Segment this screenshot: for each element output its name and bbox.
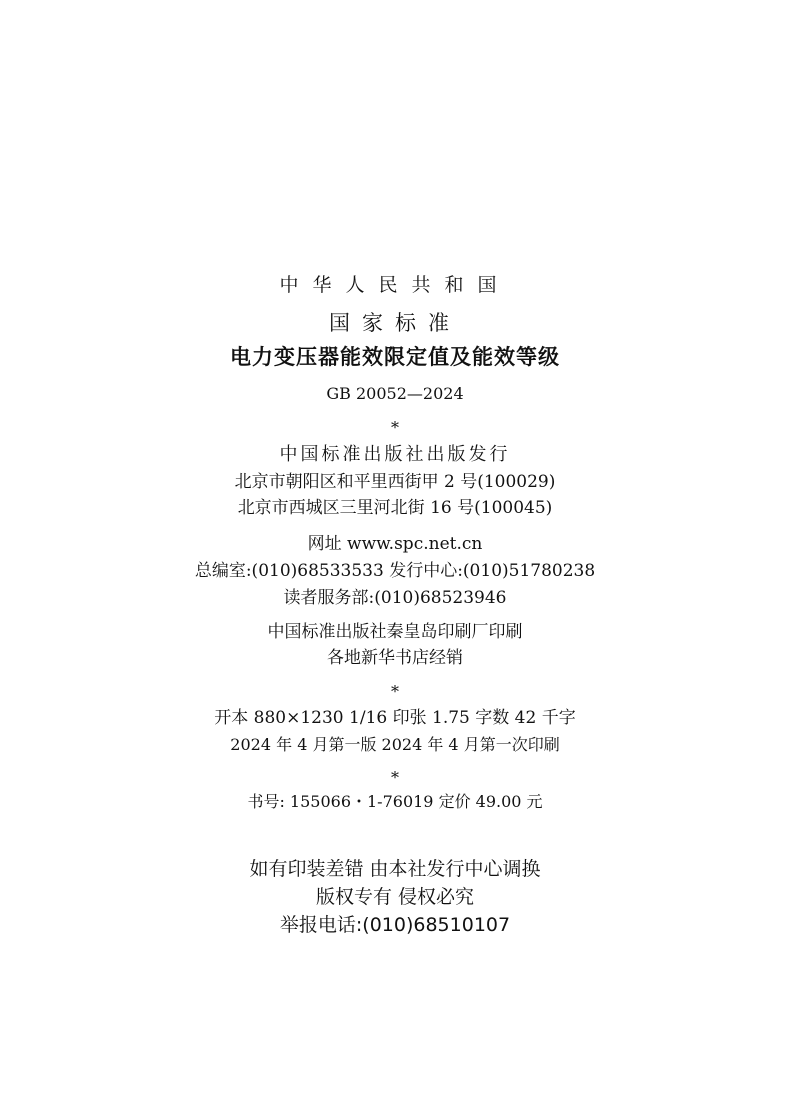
address-line: 北京市朝阳区和平里西街甲 2 号(100029) bbox=[234, 472, 556, 492]
book-number-price: 书号: 155066・1-76019 定价 49.00 元 bbox=[247, 792, 543, 811]
website: 网址 www.spc.net.cn bbox=[307, 534, 483, 554]
exchange-notice: 如有印装差错 由本社发行中心调换 bbox=[249, 858, 541, 880]
printer: 中国标准出版社秦皇岛印刷厂印刷 bbox=[267, 622, 523, 642]
publisher: 中国标准出版社出版发行 bbox=[279, 444, 511, 465]
standard-type: 国家标准 bbox=[329, 311, 461, 335]
reader-service: 读者服务部:(010)68523946 bbox=[283, 588, 507, 608]
separator-star: * bbox=[391, 768, 399, 787]
edition-info: 2024 年 4 月第一版 2024 年 4 月第一次印刷 bbox=[230, 735, 560, 754]
country-name: 中华人民共和国 bbox=[279, 274, 511, 296]
print-format: 开本 880×1230 1/16 印张 1.75 字数 42 千字 bbox=[214, 708, 576, 728]
standard-code: GB 20052—2024 bbox=[326, 384, 464, 403]
contact-phones: 总编室:(010)68533533 发行中心:(010)51780238 bbox=[194, 561, 596, 581]
separator-star: * bbox=[391, 682, 399, 701]
distributor: 各地新华书店经销 bbox=[327, 648, 463, 668]
copyright-notice: 版权专有 侵权必究 bbox=[315, 886, 475, 908]
separator-star: * bbox=[391, 418, 399, 437]
standard-title: 电力变压器能效限定值及能效等级 bbox=[230, 345, 560, 369]
address-line: 北京市西城区三里河北街 16 号(100045) bbox=[237, 498, 553, 518]
report-phone: 举报电话:(010)68510107 bbox=[279, 914, 511, 936]
